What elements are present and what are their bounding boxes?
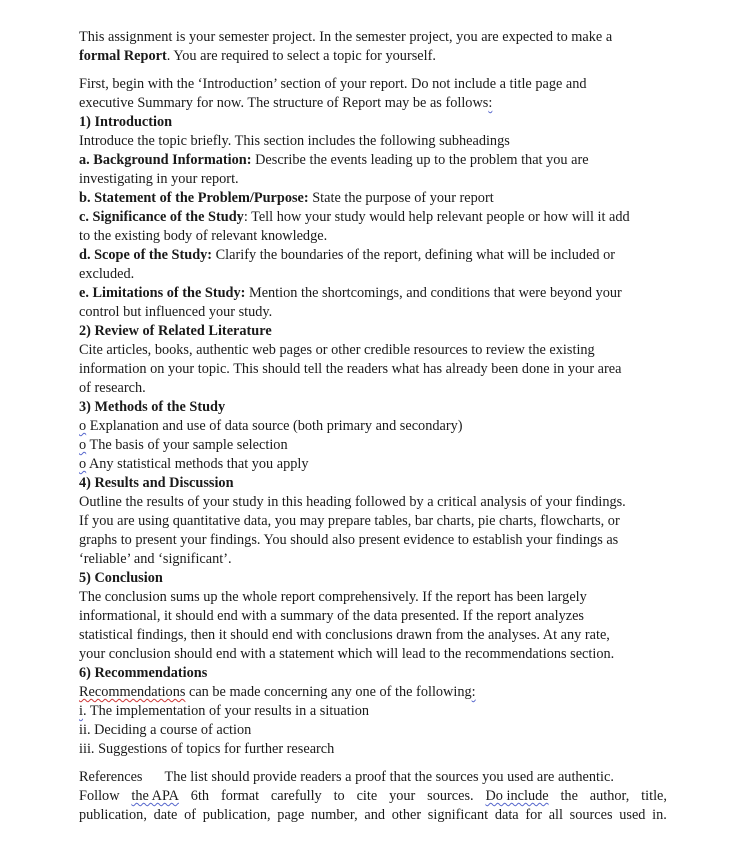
- reference-word: data: [494, 807, 519, 823]
- reference-word: of: [184, 807, 197, 823]
- subheading-e-cont: control but influenced your study.: [79, 304, 273, 320]
- bullet-marker: o: [79, 456, 87, 472]
- reference-word: carefully: [270, 788, 322, 804]
- intro-line-2-rest: . You are required to select a topic for yourself.: [166, 48, 436, 64]
- section-4-line-1: Outline the results of your study in this heading followed by a critical analysis of your findings.: [79, 494, 626, 510]
- first-line-2-text: executive Summary for now. The structure of Report may be as follows: [79, 95, 489, 111]
- reference-word: cite: [356, 788, 378, 804]
- reference-word: title,: [641, 788, 667, 804]
- references-line-2: [79, 787, 667, 806]
- intro-line-1: This assignment is your semester project. In the semester project, you are expected to make a: [79, 29, 613, 45]
- subheading-c: [79, 208, 667, 227]
- grammar-mark: :: [488, 95, 493, 111]
- section-4-line-2: If you are using quantitative data, you may prepare tables, bar charts, pie charts, flowcharts, or: [79, 513, 620, 529]
- reference-word: significant: [427, 807, 489, 823]
- section-1-desc: Introduce the topic briefly. This section includes the following subheadings: [79, 133, 510, 149]
- reference-word: author,: [589, 788, 630, 804]
- reference-word: other: [391, 807, 422, 823]
- section-2-line-3: of research.: [79, 380, 146, 396]
- reference-word: for: [525, 807, 542, 823]
- recommendation-item-text: . The implementation of your results in a situation: [82, 703, 370, 719]
- grammar-mark: i: [79, 703, 83, 719]
- subheading-e-text: Mention the shortcomings, and conditions that were beyond your: [245, 285, 622, 301]
- bullet-marker: o: [79, 437, 87, 453]
- references-line-3: [79, 806, 667, 825]
- subheading-d-cont: excluded.: [79, 266, 135, 282]
- section-6-line-1-text: can be made concerning any one of the following: [185, 684, 472, 700]
- recommendation-item: [79, 702, 667, 721]
- subheading-b-text: State the purpose of your report: [308, 190, 494, 206]
- first-line-1: First, begin with the ‘Introduction’ section of your report. Do not include a title page and: [79, 76, 587, 92]
- subheading-a: [79, 151, 667, 170]
- reference-word: page: [277, 807, 305, 823]
- subheading-c-label: c. Significance of the Study: [79, 209, 244, 225]
- method-item: [79, 455, 667, 474]
- method-item: [79, 436, 667, 455]
- reference-word: date: [153, 807, 178, 823]
- reference-word: publication,: [79, 807, 147, 823]
- subheading-a-label: a. Background Information:: [79, 152, 252, 168]
- subheading-a-text: Describe the events leading up to the problem that you are: [251, 152, 589, 168]
- reference-word: sources: [569, 807, 613, 823]
- first-line-2: [79, 94, 667, 113]
- reference-word: Follow: [79, 788, 120, 804]
- formal-report-bold: formal Report: [79, 48, 167, 64]
- intro-line-2: [79, 47, 667, 66]
- subheading-c-text: : Tell how your study would help relevant people or how will it add: [243, 209, 630, 225]
- section-6-heading: 6) Recommendations: [79, 665, 208, 681]
- section-5-line-4: your conclusion should end with a statement which will lead to the recommendations section.: [79, 646, 615, 662]
- method-item-text: Explanation and use of data source (both primary and secondary): [86, 418, 463, 434]
- subheading-b-label: b. Statement of the Problem/Purpose:: [79, 190, 309, 206]
- subheading-a-cont: investigating in your report.: [79, 171, 239, 187]
- method-item-text: The basis of your sample selection: [86, 437, 288, 453]
- section-3-heading: 3) Methods of the Study: [79, 399, 226, 415]
- reference-word: your: [389, 788, 416, 804]
- section-5-line-2: informational, it should end with a summary of the data presented. If the report analyzes: [79, 608, 584, 624]
- method-item-text: Any statistical methods that you apply: [86, 456, 309, 472]
- section-4-heading: 4) Results and Discussion: [79, 475, 234, 491]
- references-line-1: [79, 768, 667, 787]
- section-5-heading: 5) Conclusion: [79, 570, 163, 586]
- method-item: [79, 417, 667, 436]
- recommendation-item: iii. Suggestions of topics for further research: [79, 741, 335, 757]
- reference-word: all: [548, 807, 563, 823]
- section-4-line-3: graphs to present your findings. You should also present evidence to establish your findings as: [79, 532, 619, 548]
- reference-word: in.: [652, 807, 667, 823]
- reference-word: Do include: [485, 788, 549, 804]
- subheading-c-cont: to the existing body of relevant knowledge.: [79, 228, 328, 244]
- reference-word: sources.: [427, 788, 474, 804]
- subheading-d: [79, 246, 667, 265]
- section-2-line-1: Cite articles, books, authentic web pages or other credible resources to review the existing: [79, 342, 595, 358]
- document-page: [79, 28, 667, 825]
- recommendation-item: ii. Deciding a course of action: [79, 722, 252, 738]
- reference-word: the APA: [131, 788, 179, 804]
- reference-word: format: [220, 788, 260, 804]
- reference-word: used: [619, 807, 646, 823]
- section-5-line-1: The conclusion sums up the whole report comprehensively. If the report has been largely: [79, 589, 587, 605]
- reference-word: to: [333, 788, 345, 804]
- subheading-e: [79, 284, 667, 303]
- section-5-line-3: statistical findings, then it should end with conclusions drawn from the analyses. At any rate,: [79, 627, 610, 643]
- references-text: The list should provide readers a proof that the sources you used are authentic.: [164, 769, 614, 785]
- reference-word: and: [364, 807, 386, 823]
- grammar-mark: :: [471, 684, 476, 700]
- reference-word: 6th: [190, 788, 210, 804]
- references-label: References: [79, 769, 143, 785]
- bullet-marker: o: [79, 418, 87, 434]
- subheading-d-text: Clarify the boundaries of the report, defining what will be included or: [212, 247, 616, 263]
- reference-word: publication,: [202, 807, 271, 823]
- subheading-b: [79, 189, 667, 208]
- section-4-line-4: ‘reliable’ and ‘significant’.: [79, 551, 232, 567]
- reference-word: the: [560, 788, 578, 804]
- subheading-d-label: d. Scope of the Study:: [79, 247, 213, 263]
- reference-word: number,: [310, 807, 358, 823]
- section-6-line-1: [79, 683, 667, 702]
- section-2-heading: 2) Review of Related Literature: [79, 323, 272, 339]
- section-2-line-2: information on your topic. This should tell the readers what has already been done in your area: [79, 361, 622, 377]
- section-1-heading: 1) Introduction: [79, 114, 173, 130]
- spelling-mark: Recommendations: [79, 684, 186, 700]
- subheading-e-label: e. Limitations of the Study:: [79, 285, 246, 301]
